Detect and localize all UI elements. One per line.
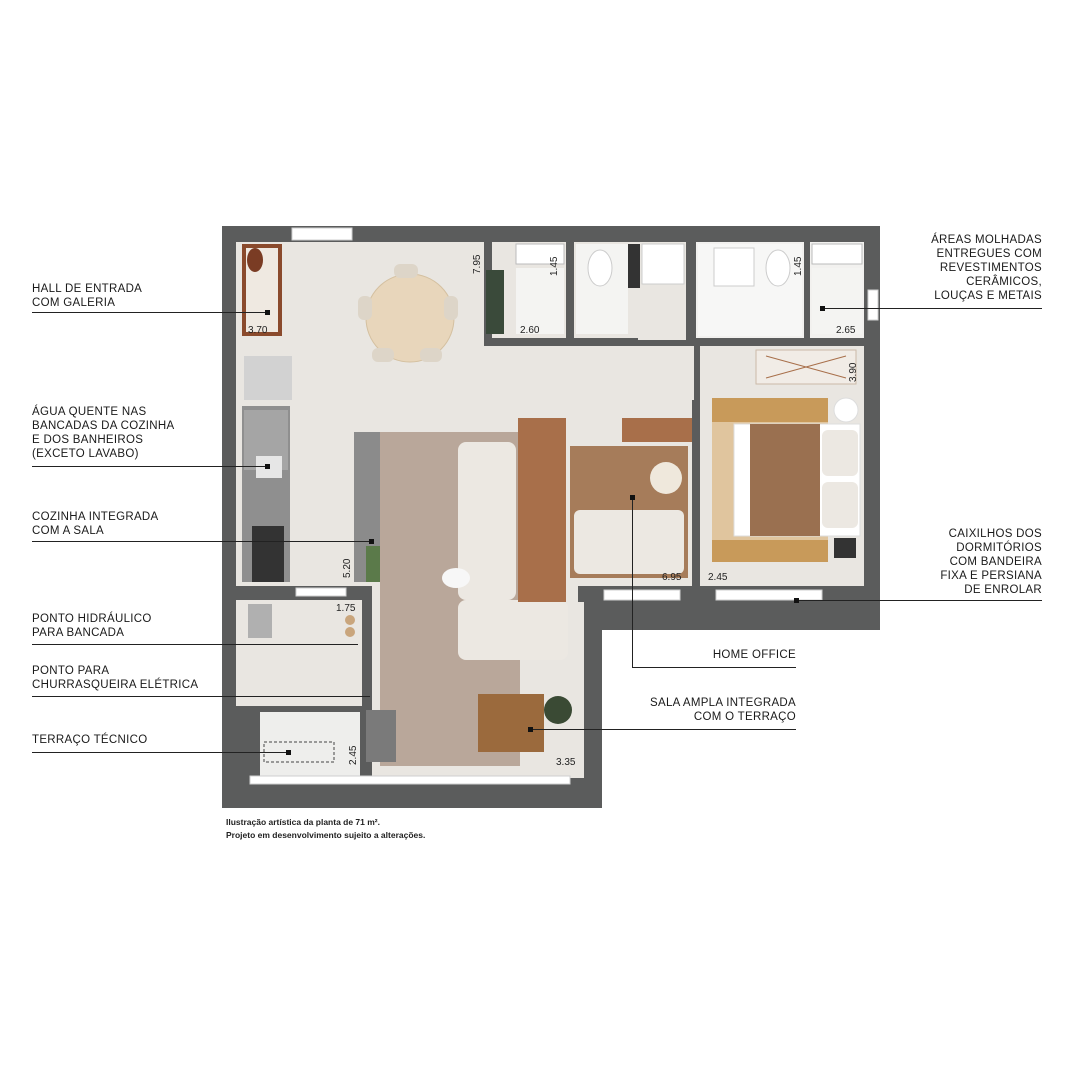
leader-dot: [794, 598, 799, 603]
callout-line: PONTO HIDRÁULICO: [32, 613, 152, 625]
callout-line: BANCADAS DA COZINHA: [32, 420, 175, 432]
callout-line: CHURRASQUEIRA ELÉTRICA: [32, 679, 199, 691]
callout-line: PONTO PARA: [32, 665, 110, 677]
leader-line: [32, 696, 370, 697]
callout-line: ENTREGUES COM: [936, 248, 1042, 260]
leader-dot: [265, 464, 270, 469]
leader-dot: [265, 310, 270, 315]
dim-label: 1.45: [793, 256, 804, 276]
leader-line: [530, 729, 796, 730]
callout-line: TERRAÇO TÉCNICO: [32, 734, 148, 746]
callout-home-office: [713, 648, 796, 662]
callout-line: PARA BANCADA: [32, 627, 125, 639]
callout-churrasqueira: [32, 664, 198, 692]
leader-line: [32, 466, 268, 467]
callout-line: FIXA E PERSIANA: [940, 570, 1042, 582]
dim-label: 5.20: [342, 558, 353, 578]
plan-caption: [226, 816, 425, 841]
hall-gallery: [242, 244, 282, 336]
callout-line: ÁGUA QUENTE NAS: [32, 406, 147, 418]
callout-line: REVESTIMENTOS: [939, 262, 1042, 274]
leader-dot: [286, 750, 291, 755]
caption-line: Ilustração artística da planta de 71 m².: [226, 817, 381, 827]
callout-line: HALL DE ENTRADA: [32, 283, 143, 295]
leader-dot: [528, 727, 533, 732]
callout-areas-molhadas: [931, 233, 1042, 303]
callout-line: E DOS BANHEIROS: [32, 434, 144, 446]
dim-label: 3.70: [248, 325, 268, 336]
home-office: [570, 446, 688, 578]
dim-label: 2.65: [836, 325, 856, 336]
leader-dot: [369, 539, 374, 544]
caption-line: Projeto em desenvolvimento sujeito a alterações.: [226, 829, 426, 840]
dim-label: 1.45: [549, 256, 560, 276]
callout-line: DORMITÓRIOS: [956, 542, 1042, 554]
dim-label: 3.35: [556, 757, 576, 768]
leader-line: [32, 644, 358, 645]
callout-line: COM BANDEIRA: [949, 556, 1042, 568]
leader-line: [796, 600, 1042, 601]
callout-line: DE ENROLAR: [964, 584, 1042, 596]
dim-label: 2.60: [520, 325, 540, 336]
dim-label: 7.95: [472, 254, 483, 274]
callout-ponto-hidraulico: [32, 612, 152, 640]
callout-line: COZINHA INTEGRADA: [32, 511, 159, 523]
leader-dot: [820, 306, 825, 311]
callout-agua-quente: [32, 405, 174, 461]
leader-line: [822, 308, 1042, 309]
dim-label: 3.90: [848, 362, 859, 382]
leader-line: [32, 312, 268, 313]
callout-line: ÁREAS MOLHADAS: [931, 234, 1042, 246]
dim-label: 6.95: [662, 572, 682, 583]
leader-line: [632, 497, 633, 667]
callout-terraco-tecnico: [32, 733, 147, 747]
callout-caixilhos: [940, 527, 1042, 597]
dim-label: 2.45: [708, 572, 728, 583]
leader-line: [32, 541, 372, 542]
callout-line: HOME OFFICE: [712, 649, 796, 661]
callout-hall: [32, 282, 142, 310]
callout-sala: [650, 696, 796, 724]
callout-line: COM A SALA: [32, 525, 105, 537]
bathroom-right: [698, 244, 862, 336]
dim-label: 2.45: [348, 745, 359, 765]
callout-line: CERÂMICOS,: [966, 276, 1042, 288]
callout-cozinha: [32, 510, 159, 538]
callout-line: COM O TERRAÇO: [693, 711, 796, 723]
callout-line: SALA AMPLA INTEGRADA: [650, 697, 796, 709]
callout-line: CAIXILHOS DOS: [948, 528, 1042, 540]
callout-line: LOUÇAS E METAIS: [934, 290, 1042, 302]
wardrobe: [756, 350, 856, 384]
leader-dot: [630, 495, 635, 500]
planter: [486, 270, 504, 334]
callout-line: (EXCETO LAVABO): [32, 448, 139, 460]
leader-line: [32, 752, 288, 753]
dim-label: 1.75: [336, 603, 356, 614]
leader-line: [632, 667, 796, 668]
callout-line: COM GALERIA: [32, 297, 116, 309]
